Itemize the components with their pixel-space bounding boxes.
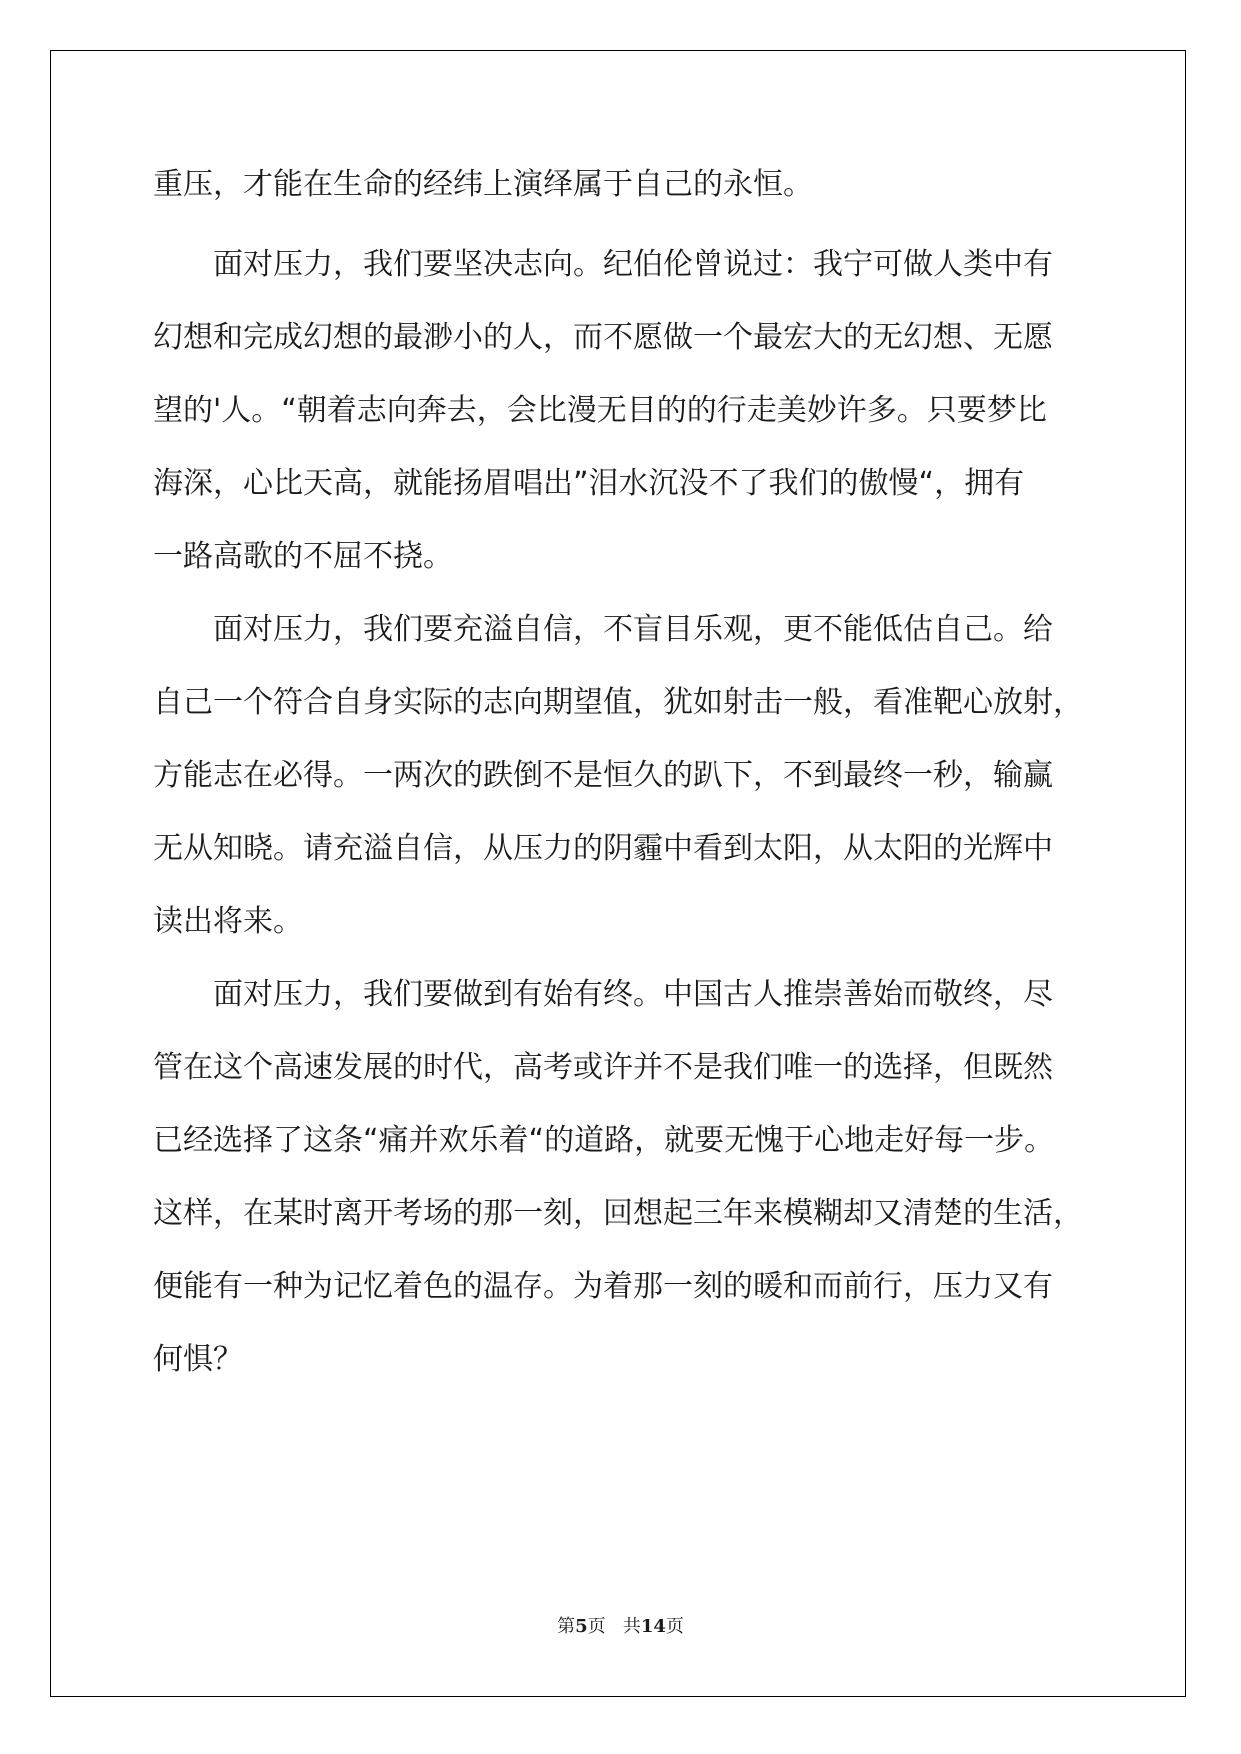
page-number: 5 [575,1616,588,1637]
total-pages: 14 [640,1616,666,1637]
text-line: 幻想和完成幻想的最渺小的人，而不愿做一个最宏大的无幻想、无愿 [153,320,1053,355]
text-line: 面对压力，我们要做到有始有终。中国古人推崇善始而敬终，尽 [153,977,1053,1012]
text-line: 面对压力，我们要坚决志向。纪伯伦曾说过：我宁可做人类中有 [153,247,1053,282]
text-line: 已经选择了这条“痛并欢乐着“的道路，就要无愧于心地走好每一步。 [153,1123,1055,1158]
text-line: 一路高歌的不屈不挠。 [153,539,453,574]
footer-total-prefix: 共 [622,1616,641,1637]
text-line: 何惧？ [153,1342,243,1377]
text-line: 便能有一种为记忆着色的温存。为着那一刻的暖和而前行，压力又有 [153,1269,1053,1304]
text-line: 读出将来。 [153,904,303,939]
text-line: 重压，才能在生命的经纬上演绎属于自己的永恒。 [153,167,813,202]
footer-prefix: 第 [557,1616,576,1637]
text-line: 自己一个符合自身实际的志向期望值，犹如射击一般，看准靶心放射， [153,685,1083,720]
text-line: 方能志在必得。一两次的跌倒不是恒久的趴下，不到最终一秒，输赢 [153,758,1053,793]
text-line: 望的'人。“朝着志向奔去，会比漫无目的的行走美妙许多。只要梦比 [153,393,1047,428]
page-footer [0,1612,1241,1638]
text-line: 管在这个高速发展的时代，高考或许并不是我们唯一的选择，但既然 [153,1050,1053,1085]
page-border [50,50,1186,1697]
text-line: 面对压力，我们要充溢自信，不盲目乐观，更不能低估自己。给 [153,612,1053,647]
footer-total-suffix: 页 [665,1616,684,1637]
text-line: 这样，在某时离开考场的那一刻，回想起三年来模糊却又清楚的生活， [153,1196,1083,1231]
text-line: 海深，心比天高，就能扬眉唱出”泪水沉没不了我们的傲慢“，拥有 [153,466,1025,501]
footer-page-suffix: 页 [587,1616,606,1637]
text-line: 无从知晓。请充溢自信，从压力的阴霾中看到太阳，从太阳的光辉中 [153,831,1053,866]
